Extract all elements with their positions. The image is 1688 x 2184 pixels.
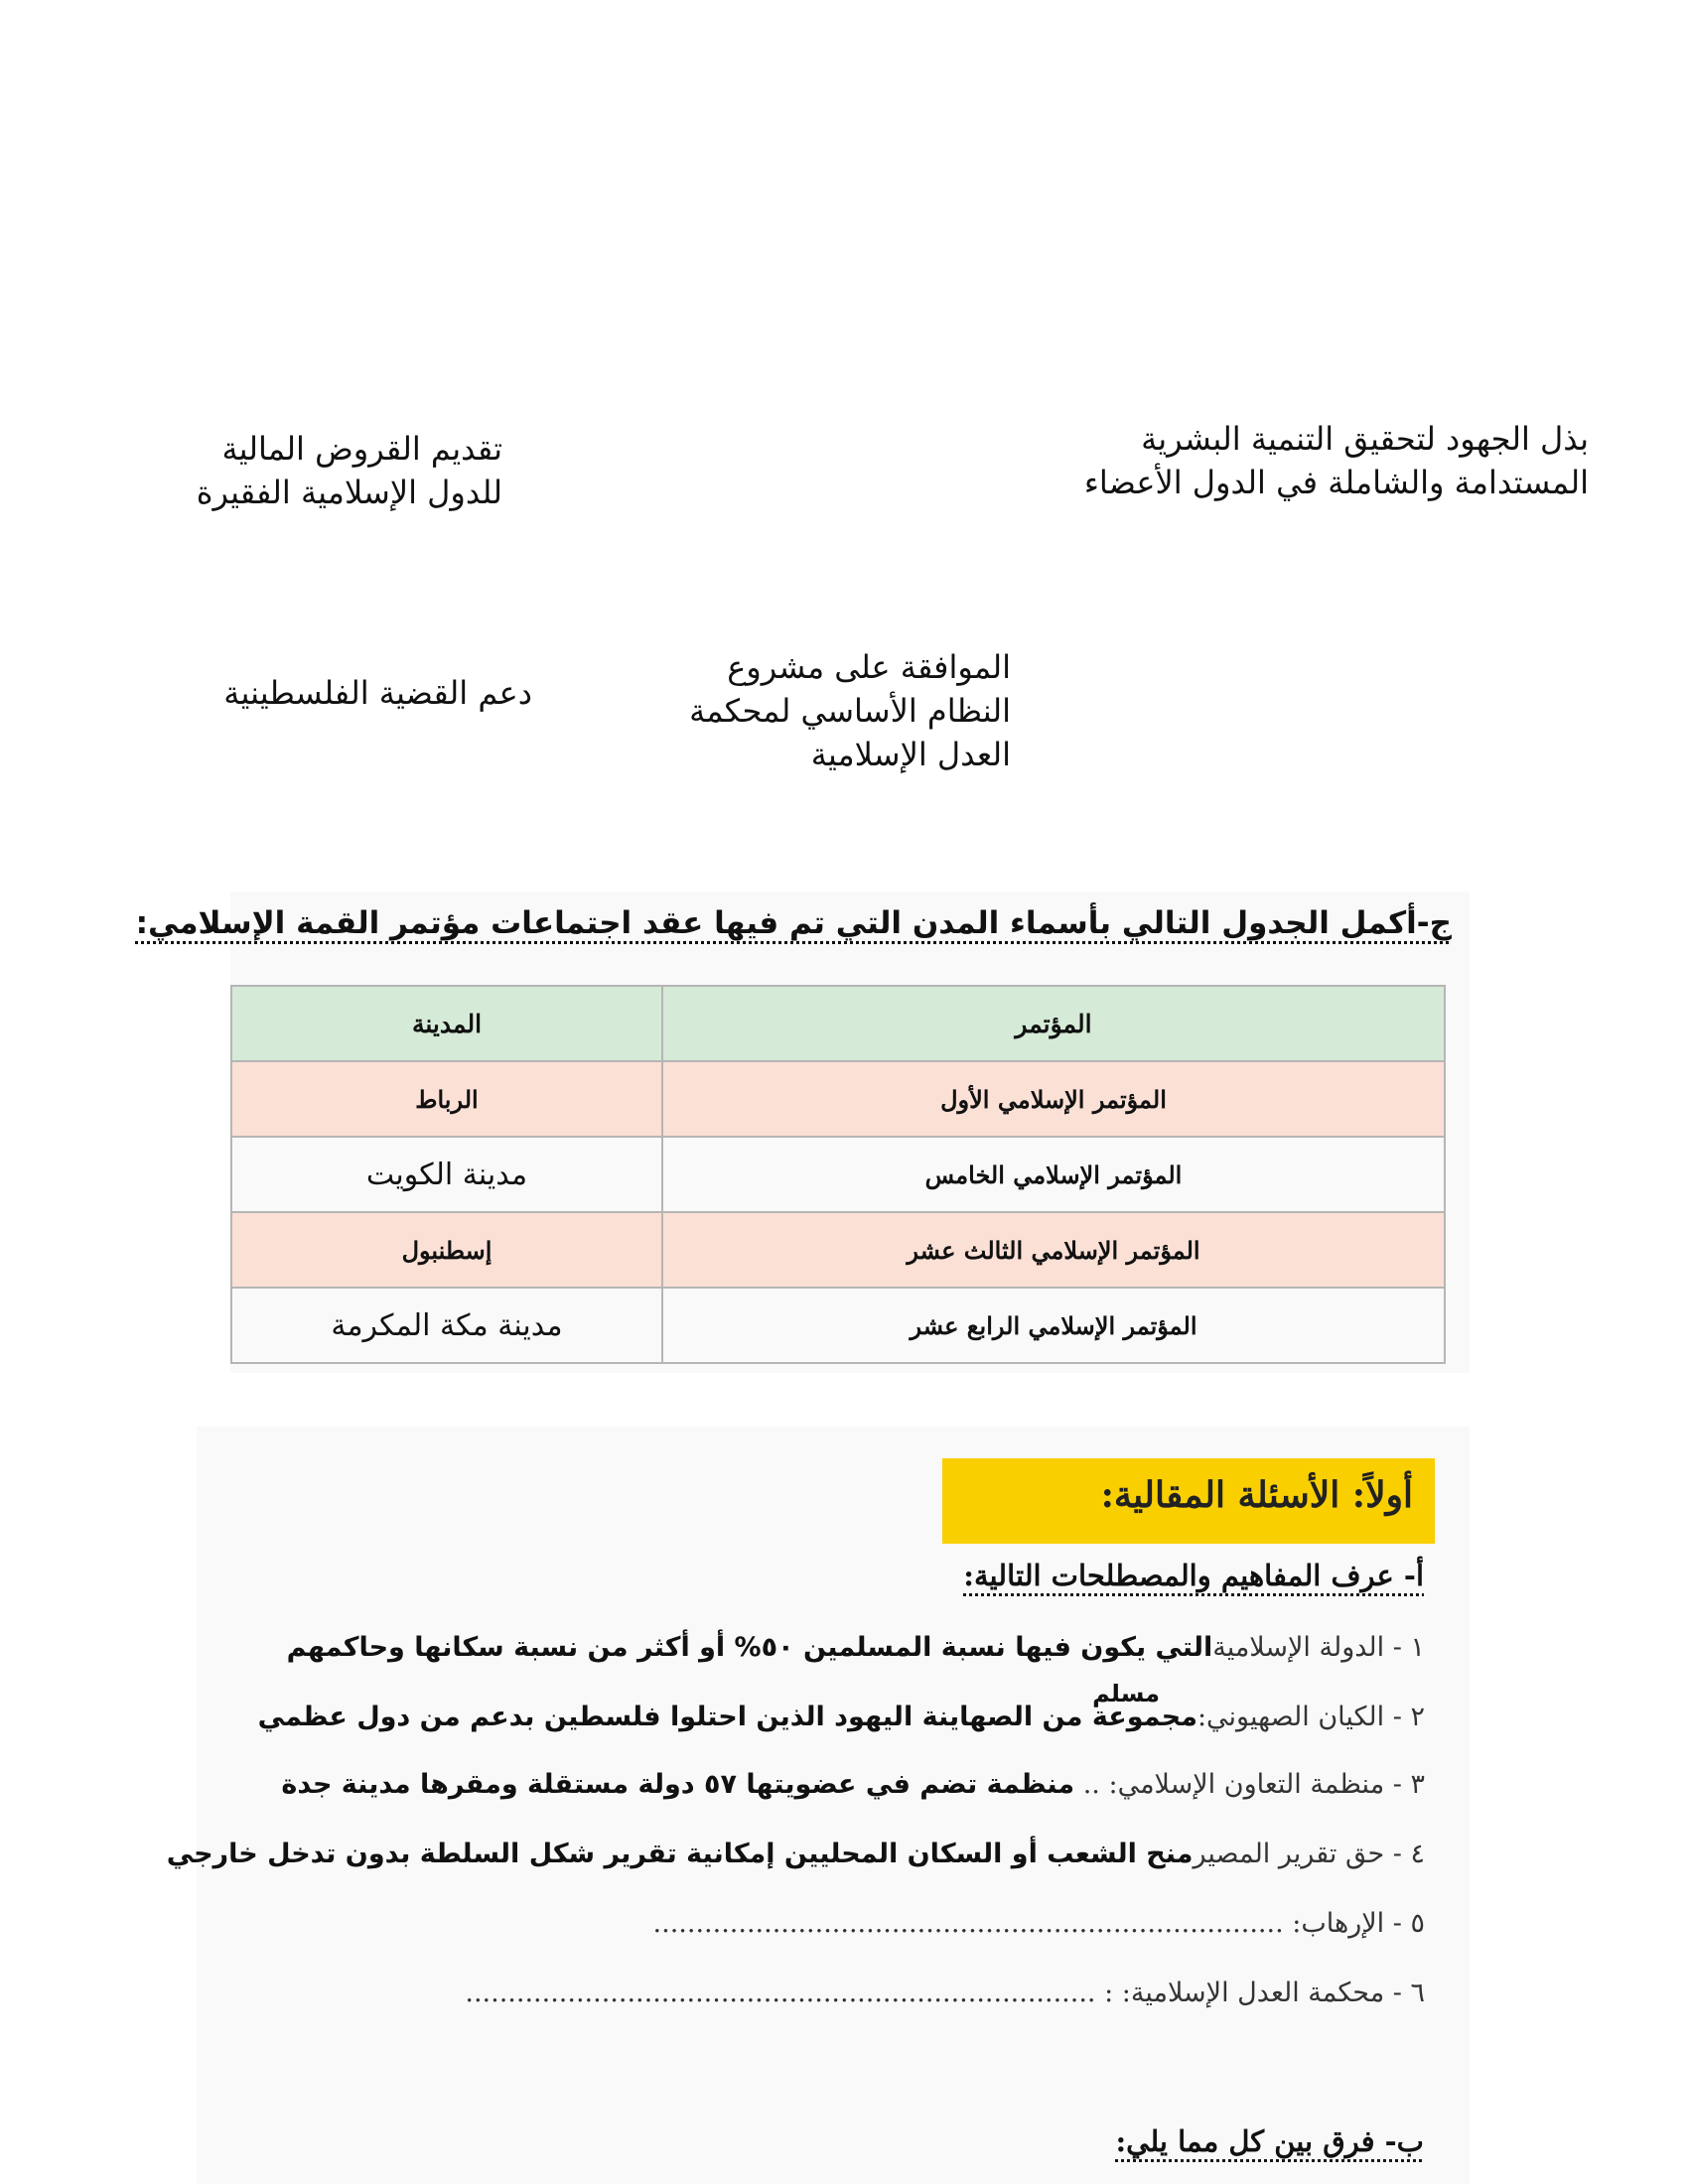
table-row (231, 1061, 1445, 1137)
conference-cell: المؤتمر الإسلامي الخامس (662, 1137, 1445, 1212)
note-line: للدول الإسلامية الفقيرة (196, 474, 502, 511)
question-answer: التي يكون فيها نسبة المسلمين ٥٠% أو أكثر من نسبة سكانها وحاكمهم (286, 1632, 1213, 1663)
conference-cell: المؤتمر الإسلامي الرابع عشر (662, 1288, 1445, 1363)
question-6 (465, 1974, 1425, 2013)
overlap-word (1092, 1680, 1160, 1707)
question-answer: مجموعة من الصهاينة اليهود الذين احتلوا فلسطين بدعم من دول عظمي (257, 1702, 1197, 1732)
question-number: ٦ - (1392, 1978, 1425, 2008)
question-label: محكمة العدل الإسلامية: : (1104, 1978, 1385, 2008)
table-header-row (231, 986, 1445, 1061)
answer-dots: .......................................................................... (465, 1978, 1096, 2008)
conference-cell: المؤتمر الإسلامي الثالث عشر (662, 1212, 1445, 1288)
question-number: ٤ - (1392, 1839, 1425, 1869)
question-number: ١ - (1392, 1632, 1425, 1663)
question-number: ٥ - (1392, 1908, 1425, 1939)
question-label: الكيان الصهيوني: (1196, 1702, 1385, 1732)
section-c-heading: ج-أكمل الجدول التالي بأسماء المدن التي تم فيها عقد اجتماعات مؤتمر القمة الإسلامي: (135, 905, 1452, 941)
answer-dots: .......................................................................... (652, 1908, 1284, 1939)
table-row (231, 1288, 1445, 1363)
overlap-word-text: مسلم (1092, 1680, 1160, 1707)
table-row (231, 1212, 1445, 1288)
question-answer: منح الشعب أو السكان المحليين إمكانية تقرير شكل السلطة بدون تدخل خارجي (166, 1839, 1194, 1869)
note-line: بذل الجهود لتحقيق التنمية البشرية (1141, 420, 1589, 458)
question-label: منظمة التعاون الإسلامي: .. (1082, 1769, 1385, 1800)
question-number: ٢ - (1392, 1702, 1425, 1732)
note-top-right (1084, 417, 1589, 504)
question-3 (281, 1765, 1425, 1805)
city-cell: مدينة الكويت (231, 1137, 662, 1212)
sub-heading-b: ب- فرق بين كل مما يلي: (1115, 2124, 1424, 2158)
table-row (231, 1137, 1445, 1212)
city-cell: الرباط (231, 1061, 662, 1137)
question-number: ٣ - (1392, 1769, 1425, 1800)
conference-table (230, 985, 1446, 1364)
column-header-conference: المؤتمر (662, 986, 1445, 1061)
note-line: العدل الإسلامية (810, 736, 1011, 773)
conference-cell: المؤتمر الإسلامي الأول (662, 1061, 1445, 1137)
essay-questions-banner (942, 1458, 1435, 1544)
column-header-city: المدينة (231, 986, 662, 1061)
question-5 (653, 1904, 1425, 1944)
question-label: الدولة الإسلامية (1212, 1632, 1385, 1663)
note-line: الموافقة على مشروع (727, 648, 1011, 686)
sub-heading-a: أ- عرف المفاهيم والمصطلحات التالية: (963, 1559, 1424, 1592)
question-2 (258, 1698, 1425, 1737)
question-label: حق تقرير المصير (1193, 1839, 1385, 1869)
note-line: تقديم القروض المالية (221, 430, 502, 468)
note-middle-left: دعم القضية الفلسطينية (223, 674, 532, 712)
essay-questions-title: أولاً: الأسئلة المقالية: (1100, 1474, 1413, 1516)
question-4 (167, 1835, 1425, 1874)
note-line: المستدامة والشاملة في الدول الأعضاء (1083, 464, 1589, 501)
question-answer: منظمة تضم في عضويتها ٥٧ دولة مستقلة ومقرها مدينة جدة (281, 1769, 1075, 1800)
note-middle-center (689, 645, 1011, 776)
city-cell: إسطنبول (231, 1212, 662, 1288)
question-label: الإرهاب: (1292, 1908, 1385, 1939)
city-cell: مدينة مكة المكرمة (231, 1288, 662, 1363)
note-line: النظام الأساسي لمحكمة (689, 692, 1011, 730)
question-1 (287, 1628, 1425, 1668)
note-top-left (197, 427, 502, 514)
